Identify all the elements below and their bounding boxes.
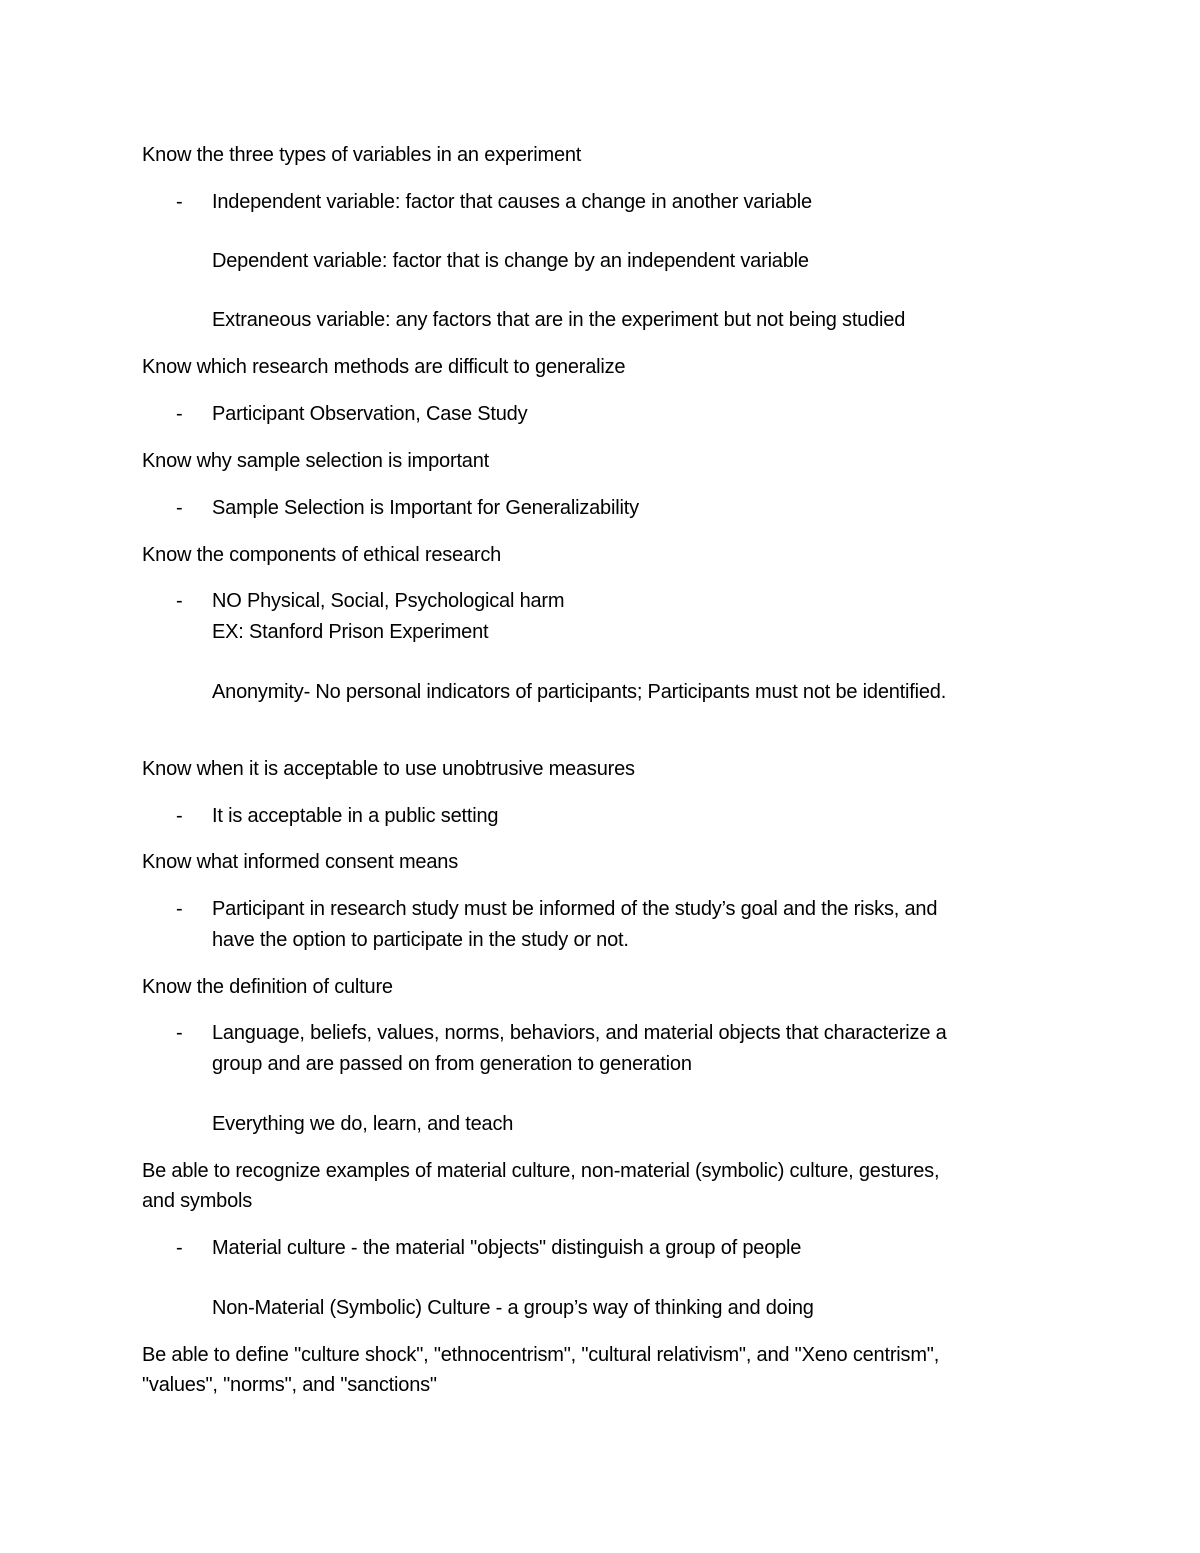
- item-example: EX: Stanford Prison Experiment: [212, 621, 489, 643]
- bullet-dash: -: [176, 403, 183, 425]
- heading-material-culture-line2: and symbols: [142, 1190, 253, 1212]
- heading-define-terms-line2: "values", "norms", and "sanctions": [142, 1374, 437, 1396]
- bullet-dash: -: [176, 898, 183, 920]
- item-dependent-variable: Dependent variable: factor that is change by an independent variable: [212, 250, 809, 272]
- bullet-dash: -: [176, 191, 183, 213]
- bullet-dash: -: [176, 497, 183, 519]
- heading-research-methods: Know which research methods are difficult to generalize: [142, 356, 626, 378]
- bullet-dash: -: [176, 590, 183, 612]
- item-independent-variable: Independent variable: factor that causes a change in another variable: [212, 191, 812, 213]
- item-informed-consent-line2: have the option to participate in the study or not.: [212, 929, 629, 951]
- heading-unobtrusive-measures: Know when it is acceptable to use unobtrusive measures: [142, 758, 635, 780]
- heading-culture-definition: Know the definition of culture: [142, 976, 393, 998]
- bullet-dash: -: [176, 805, 183, 827]
- item-research-methods: Participant Observation, Case Study: [212, 403, 528, 425]
- item-culture-definition-line1: Language, beliefs, values, norms, behaviors, and material objects that characterize a: [212, 1022, 947, 1044]
- heading-informed-consent: Know what informed consent means: [142, 851, 458, 873]
- item-culture-definition-line2: group and are passed on from generation to generation: [212, 1053, 692, 1075]
- item-anonymity: Anonymity- No personal indicators of participants; Participants must not be identified.: [212, 681, 947, 703]
- item-informed-consent-line1: Participant in research study must be informed of the study’s goal and the risks, and: [212, 898, 938, 920]
- heading-variables: Know the three types of variables in an experiment: [142, 144, 582, 166]
- item-non-material-culture: Non-Material (Symbolic) Culture - a group’s way of thinking and doing: [212, 1297, 814, 1319]
- heading-material-culture-line1: Be able to recognize examples of material culture, non-material (symbolic) culture, gestures,: [142, 1160, 940, 1182]
- item-extraneous-variable: Extraneous variable: any factors that are in the experiment but not being studied: [212, 309, 906, 331]
- heading-ethical-research: Know the components of ethical research: [142, 544, 502, 566]
- heading-sample-selection: Know why sample selection is important: [142, 450, 489, 472]
- item-public-setting: It is acceptable in a public setting: [212, 805, 499, 827]
- item-material-culture: Material culture - the material "objects" distinguish a group of people: [212, 1237, 802, 1259]
- item-everything-we-do: Everything we do, learn, and teach: [212, 1113, 514, 1135]
- item-sample-selection: Sample Selection is Important for Generalizability: [212, 497, 639, 519]
- item-no-harm: NO Physical, Social, Psychological harm: [212, 590, 565, 612]
- bullet-dash: -: [176, 1022, 183, 1044]
- bullet-dash: -: [176, 1237, 183, 1259]
- heading-define-terms-line1: Be able to define "culture shock", "ethnocentrism", "cultural relativism", and "Xeno centrism",: [142, 1344, 940, 1366]
